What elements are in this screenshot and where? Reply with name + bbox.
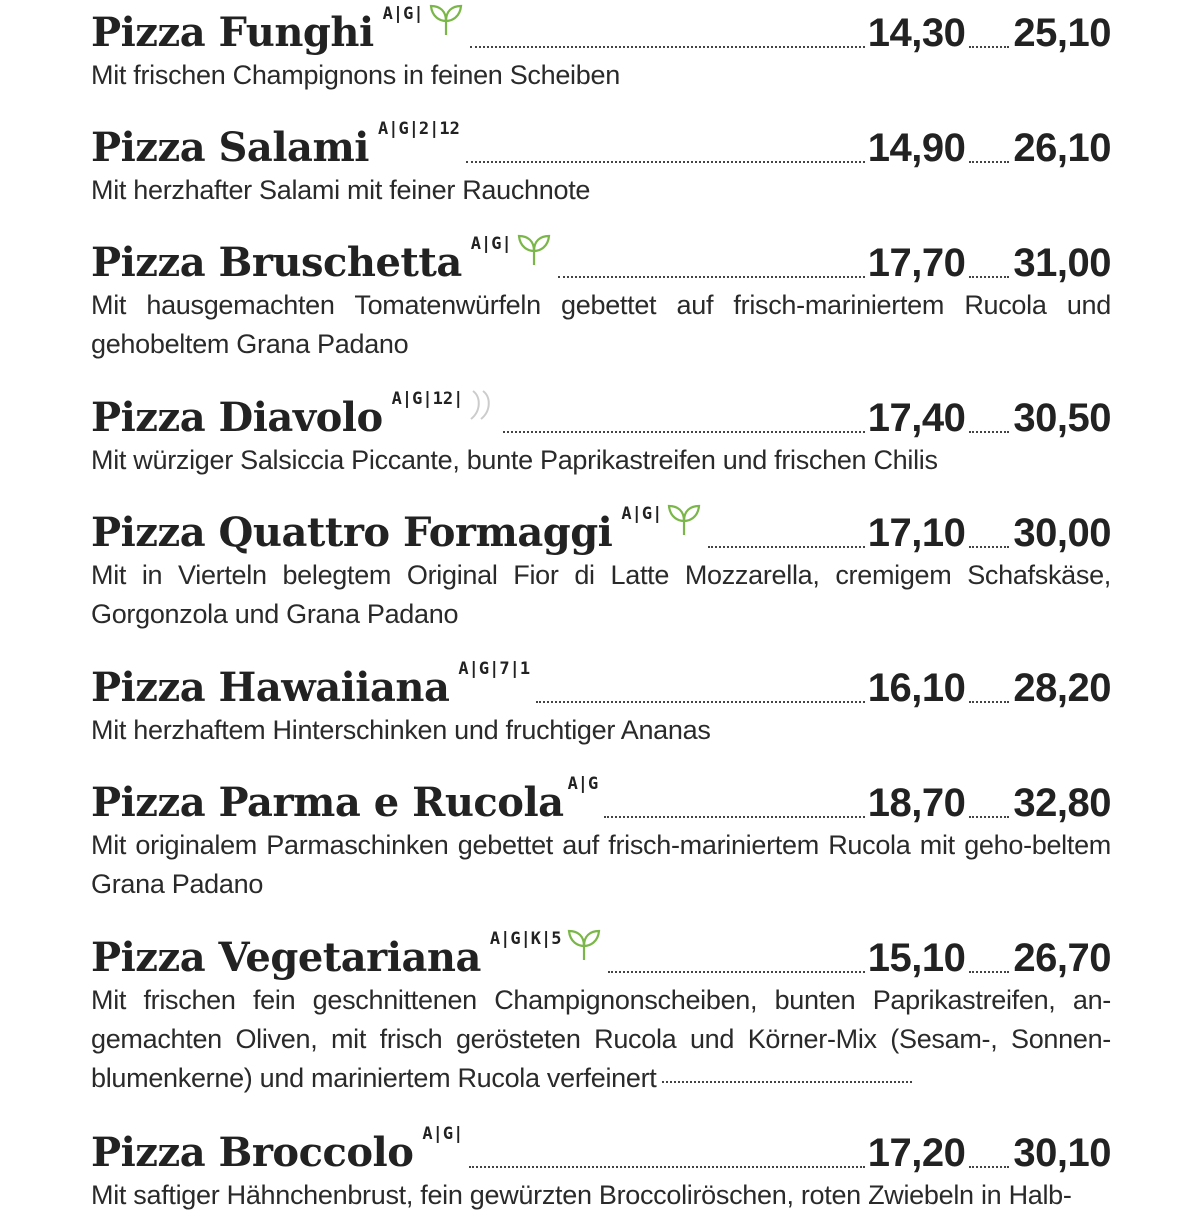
dot-leader <box>469 1165 864 1168</box>
pizza-name: Pizza Funghi <box>91 9 374 56</box>
allergen-codes: A|G <box>567 774 599 794</box>
menu-item <box>91 385 1111 480</box>
menu-item <box>91 655 1111 750</box>
allergen-codes: A|G|7|1 <box>458 659 531 679</box>
pizza-description: Mit herzhaftem Hinterschinken und fruchtiger Ananas <box>91 715 711 745</box>
pizza-description: Mit frischen Champignons in feinen Scheiben <box>91 60 620 90</box>
pizza-name: Pizza Hawaiiana <box>91 664 450 711</box>
price-separator <box>969 275 1009 278</box>
pizza-description-text: Mit frischen fein geschnittenen Champignonscheiben, bunten Paprikastreifen, an-gemachten Oliven, mit frisch gerösteten Rucola und Körner-Mix (Sesam-, Sonnen-blumenkerne) und mariniertem Rucola verfeinert <box>91 985 1111 1093</box>
vegetarian-leaf-icon <box>666 502 702 541</box>
pizza-description: Mit in Vierteln belegtem Original Fior di Latte Mozzarella, cremigem Schafskäse, Gorgonzola und Grana Padano <box>91 560 1111 629</box>
allergen-codes: A|G| <box>422 1124 464 1144</box>
price-separator <box>969 160 1009 163</box>
menu-item <box>91 1120 1111 1215</box>
menu-item-title-row <box>91 925 1111 981</box>
pizza-description: Mit saftiger Hähnchenbrust, fein gewürzten Broccoliröschen, roten Zwiebeln in Halb- <box>91 1180 1072 1210</box>
price-separator <box>969 1165 1009 1168</box>
pizza-description: Mit hausgemachten Tomatenwürfeln gebettet auf frisch-mariniertem Rucola und gehobeltem Grana Padano <box>91 290 1111 359</box>
menu-item-title-row <box>91 0 1111 56</box>
dot-leader <box>470 45 865 48</box>
price-large: 30,00 <box>1013 511 1111 555</box>
price-separator <box>969 970 1009 973</box>
pizza-name: Pizza Diavolo <box>91 394 383 441</box>
dot-leader <box>608 970 865 973</box>
price-separator <box>969 430 1009 433</box>
menu-item-title-row <box>91 655 1111 711</box>
menu-item <box>91 230 1111 364</box>
pizza-description <box>91 981 1111 1098</box>
allergen-codes: A|G|12| <box>391 389 464 409</box>
dot-leader <box>708 545 864 548</box>
price-large: 31,00 <box>1013 241 1111 285</box>
menu-item-title-row <box>91 230 1111 286</box>
menu-item-title-row <box>91 385 1111 441</box>
pizza-name: Pizza Vegetariana <box>91 934 481 981</box>
price-small: 17,20 <box>867 1131 966 1175</box>
allergen-codes: A|G| <box>470 234 512 254</box>
allergen-codes: A|G| <box>621 504 663 524</box>
dot-leader <box>604 815 865 818</box>
pizza-description: Mit würziger Salsiccia Piccante, bunte Paprikastreifen und frischen Chilis <box>91 445 938 475</box>
price-small: 17,40 <box>867 396 966 440</box>
menu-item-title-row <box>91 500 1111 556</box>
allergen-codes: A|G|2|12 <box>377 119 460 139</box>
pizza-name: Pizza Salami <box>91 124 369 171</box>
price-small: 14,30 <box>867 11 966 55</box>
price-separator <box>969 815 1009 818</box>
dot-leader <box>536 700 865 703</box>
price-small: 14,90 <box>867 126 966 170</box>
dot-leader <box>558 275 865 278</box>
price-large: 30,50 <box>1013 396 1111 440</box>
price-small: 17,70 <box>867 241 966 285</box>
menu-item-title-row <box>91 770 1111 826</box>
price-separator <box>969 545 1009 548</box>
allergen-codes: A|G|K|5 <box>489 929 562 949</box>
pizza-name: Pizza Bruschetta <box>91 239 462 286</box>
price-small: 16,10 <box>867 666 966 710</box>
price-large: 30,10 <box>1013 1131 1111 1175</box>
price-large: 26,10 <box>1013 126 1111 170</box>
allergen-codes: A|G| <box>382 4 424 24</box>
vegetarian-leaf-icon <box>428 2 464 41</box>
menu-item <box>91 115 1111 210</box>
menu-item-title-row <box>91 1120 1111 1176</box>
price-large: 32,80 <box>1013 781 1111 825</box>
pizza-name: Pizza Quattro Formaggi <box>91 509 613 556</box>
price-large: 25,10 <box>1013 11 1111 55</box>
menu-item <box>91 925 1111 1098</box>
price-large: 28,20 <box>1013 666 1111 710</box>
price-small: 18,70 <box>867 781 966 825</box>
pizza-description: Mit originalem Parmaschinken gebettet auf frisch-mariniertem Rucola mit geho-beltem Grana Padano <box>91 830 1111 899</box>
dot-leader <box>662 1080 912 1083</box>
price-separator <box>969 45 1009 48</box>
price-large: 26,70 <box>1013 936 1111 980</box>
pizza-description: Mit herzhafter Salami mit feiner Rauchnote <box>91 175 591 205</box>
price-separator <box>969 700 1009 703</box>
menu-item-title-row <box>91 115 1111 171</box>
menu-item <box>91 0 1111 95</box>
dot-leader <box>503 430 864 433</box>
vegetarian-leaf-icon <box>516 232 552 271</box>
pizza-name: Pizza Parma e Rucola <box>91 779 564 826</box>
pizza-name: Pizza Broccolo <box>91 1129 414 1176</box>
price-small: 17,10 <box>867 511 966 555</box>
vegetarian-leaf-icon <box>566 927 602 966</box>
dot-leader <box>466 160 865 163</box>
menu-item <box>91 770 1111 904</box>
price-small: 15,10 <box>867 936 966 980</box>
menu-item <box>91 500 1111 634</box>
spicy-chili-icon <box>467 387 497 426</box>
